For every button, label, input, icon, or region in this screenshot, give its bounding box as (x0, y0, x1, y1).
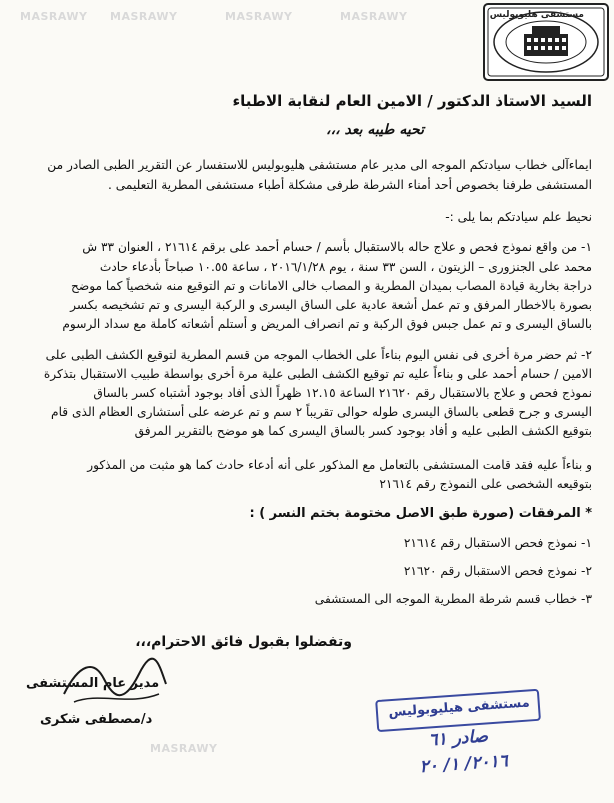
conclusion-line: و بناءاً عليه فقد قامت المستشفى بالتعامل مع المذكور على أنه أدعاء حادث كما هو مثبت من المذكور (87, 458, 592, 472)
intro-line: المستشفى طرفنا بخصوص أحد أمناء الشرطة طرفى مشكلة أطباء مستشفى المطرية التعليمى . (108, 178, 592, 192)
item2-line: بتوقيع الكشف الطبى عليه و أفاد بوجود كسر بالساق اليسرى كما هو موضح بالتقرير المرفق (134, 424, 592, 438)
intro-line: ايماءآلى خطاب سيادتكم الموجه الى مدير عام مستشفى هليوبوليس للاستفسار عن التقرير الطبى الصادر من (47, 158, 592, 172)
recipient-line: السيد الاستاذ الدكتور / الامين العام لنقابة الاطباء (232, 92, 592, 110)
outgoing-stamp (369, 686, 561, 791)
watermark: MASRAWY (150, 742, 218, 755)
watermark: MASRAWY (20, 10, 88, 23)
attachments-title: * المرفقات (صورة طبق الاصل مختومة بختم النسر ) : (249, 506, 592, 521)
stamp-name: مستشفى هيليوبوليس (387, 695, 531, 721)
item2-line: اليسرى و جرح قطعى بالساق اليسرى طوله حوالى تقريباً ٢ سم و تم عرضه على أستشارى العظام الذى قام (51, 405, 592, 419)
item1-line: بالساق اليسرى و تم عمل جبس فوق الركبة و تم انصراف المريض و أستلم أشعاته كاملة مع سداد الرسوم (62, 317, 592, 331)
item1-line: ١- من واقع نموذج فحص و علاج حاله بالاستقبال بأسم / حسام أحمد على برقم ٢١٦١٤ ، العنوان ٣٣ ش (82, 240, 592, 254)
conclusion-line: بتوقيعه الشخصى على النموذج رقم ٢١٦١٤ (379, 477, 592, 491)
signature-name: د/مصطفى شكرى (40, 712, 153, 727)
item1-line: دراجة بخارية قيادة المصاب بميدان المطرية و المصاب خالى الامانات و تم التوقيع منه شخصياً كما موضح (70, 279, 592, 293)
closing: وتفضلوا بقبول فائق الاحترام،،، (135, 634, 352, 650)
logo-label: مستشفى هليوبوليس (489, 10, 584, 20)
attachment-item: ٣- خطاب قسم شرطة المطرية الموجه الى المستشفى (314, 592, 592, 606)
stamp-outgoing: صادر ٦١ (427, 726, 489, 751)
handwritten-signature-icon (54, 654, 174, 718)
item1-line: محمد على الجنزورى – الزيتون ، السن ٣٣ سنة ، يوم ٢٠١٦/١/٢٨ ، ساعة ١٠.٥٥ صباحاً بأدعاء حادث (99, 260, 592, 274)
watermark: MASRAWY (340, 10, 408, 23)
item2-line: ٢- ثم حضر مرة أخرى فى نفس اليوم بناءاً على الخطاب الموجه من قسم المطرية لتوقيع الكشف الطبى على (45, 348, 592, 362)
attachment-item: ١- نموذج فحص الاستقبال رقم ٢١٦١٤ (403, 536, 592, 550)
item2-line: الامين / حسام أحمد على و بناءاً عليه تم توقيع الكشف الطبى علية مرة أخرى بواسطة طبيب الاستقبال بتذكرة (43, 367, 592, 381)
watermark: MASRAWY (110, 10, 178, 23)
item1-line: بصورة بالاخطار المرفق و تم عمل أشعة عادية على الساق اليسرى و الركبة اليسرى و تم تشخيصه بكسر (70, 298, 592, 312)
notice: نحيط علم سيادتكم بما يلى :- (445, 210, 592, 224)
stamp-date: ٢٠١٦/ ١/ ٢٠ (419, 751, 509, 778)
watermark: MASRAWY (225, 10, 293, 23)
hospital-logo-icon (482, 2, 610, 82)
item2-line: نموذج فحص و علاج بالاستقبال رقم ٢١٦٢٠ الساعة ١٢.١٥ ظهراً الذى أفاد بوجود أشتباه كسر بالساق (93, 386, 592, 400)
attachment-item: ٢- نموذج فحص الاستقبال رقم ٢١٦٢٠ (403, 564, 592, 578)
signature-role: مدير عام المستشفى (26, 676, 160, 691)
greeting: تحيه طيبه بعد ،،، (326, 122, 424, 138)
